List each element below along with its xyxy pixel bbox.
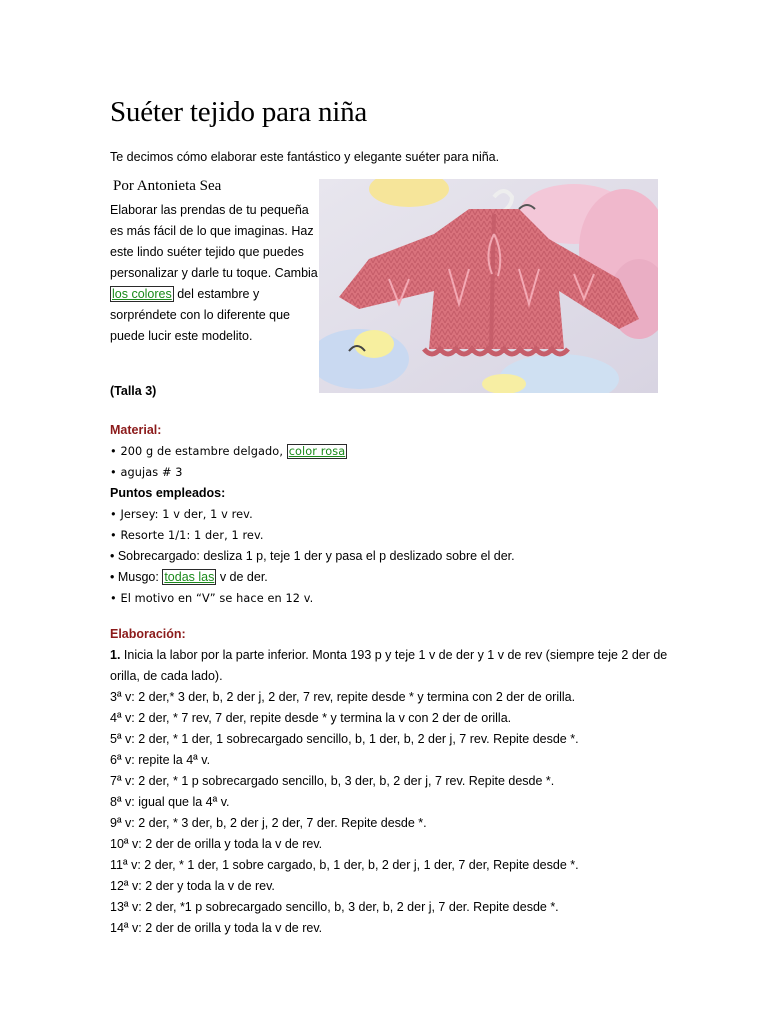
step-1-text: Inicia la labor por la parte inferior. Monta 193 p y teje 1 v de der y 1 v de rev (siempre teje 2 der de orilla, de cada lado). [110, 648, 668, 683]
description-text-after: del estambre y sorpréndete con lo diferente que puede lucir este modelito. [110, 287, 290, 343]
sweater-photo [319, 179, 658, 393]
row-step: 12ª v: 2 der y toda la v de rev. [110, 879, 275, 893]
row-step: 11ª v: 2 der, * 1 der, 1 sobre cargado, b, 1 der, b, 2 der j, 1 der, 7 der, Repite desde *. [110, 858, 579, 872]
material-item-yarn [110, 441, 515, 462]
row-step: 6ª v: repite la 4ª v. [110, 753, 211, 767]
stitch-item-resorte: • Resorte 1/1: 1 der, 1 rev. [110, 529, 264, 542]
colors-link[interactable]: los colores [112, 287, 172, 301]
stitch-item-musgo [110, 567, 515, 588]
row-step: 10ª v: 2 der de orilla y toda la v de rev. [110, 837, 323, 851]
elaboration-heading: Elaboración: [110, 627, 186, 641]
author-byline: Por Antonieta Sea [113, 178, 222, 194]
row-step: 8ª v: igual que la 4ª v. [110, 795, 230, 809]
step-1-number: 1. [110, 648, 121, 662]
stitch-item-musgo-text: • Musgo: [110, 570, 163, 584]
row-step: 5ª v: 2 der, * 1 der, 1 sobrecargado sencillo, b, 1 der, b, 2 der j, 7 rev. Repite desde *. [110, 732, 579, 746]
material-item-yarn-text: • 200 g de estambre delgado, [110, 445, 287, 458]
row-step: 9ª v: 2 der, * 3 der, b, 2 der j, 2 der, 7 der. Repite desde *. [110, 816, 427, 830]
row-step: 13ª v: 2 der, *1 p sobrecargado sencillo, b, 3 der, b, 2 der j, 7 der. Repite desde *. [110, 900, 559, 914]
stitch-item-motif: • El motivo en “V” se hace en 12 v. [110, 592, 314, 605]
intro-text: Te decimos cómo elaborar este fantástico y elegante suéter para niña. [110, 150, 500, 164]
elaboration-section [110, 624, 670, 939]
color-link[interactable]: color rosa [288, 445, 346, 458]
row-step: 4ª v: 2 der, * 7 rev, 7 der, repite desde * y termina la v con 2 der de orilla. [110, 711, 512, 725]
stitch-item-jersey: • Jersey: 1 v der, 1 v rev. [110, 508, 253, 521]
stitch-item-musgo-after: v de der. [216, 570, 268, 584]
stitch-item-sobrecargado: • Sobrecargado: desliza 1 p, teje 1 der y pasa el p deslizado sobre el der. [110, 549, 515, 563]
row-step: 14ª v: 2 der de orilla y toda la v de rev. [110, 921, 323, 935]
size-label: (Talla 3) [110, 384, 157, 398]
description-text-before: Elaborar las prendas de tu pequeña es más fácil de lo que imaginas. Haz este lindo suéter tejido que puedes personalizar y darle tu toque. Cambia [110, 203, 318, 280]
row-step: 3ª v: 2 der,* 3 der, b, 2 der j, 2 der, 7 rev, repite desde * y termina con 2 der de orilla. [110, 690, 576, 704]
step-1 [110, 645, 670, 687]
musgo-link[interactable]: todas las [164, 570, 215, 584]
material-item-needles: • agujas # 3 [110, 466, 183, 479]
stitches-heading: Puntos empleados: [110, 486, 226, 500]
material-heading: Material: [110, 423, 162, 437]
material-section [110, 420, 515, 609]
page-title: Suéter tejido para niña [110, 96, 368, 128]
row-step: 7ª v: 2 der, * 1 p sobrecargado sencillo, b, 3 der, b, 2 der j, 7 rev. Repite desde *. [110, 774, 555, 788]
description-paragraph [110, 200, 325, 347]
